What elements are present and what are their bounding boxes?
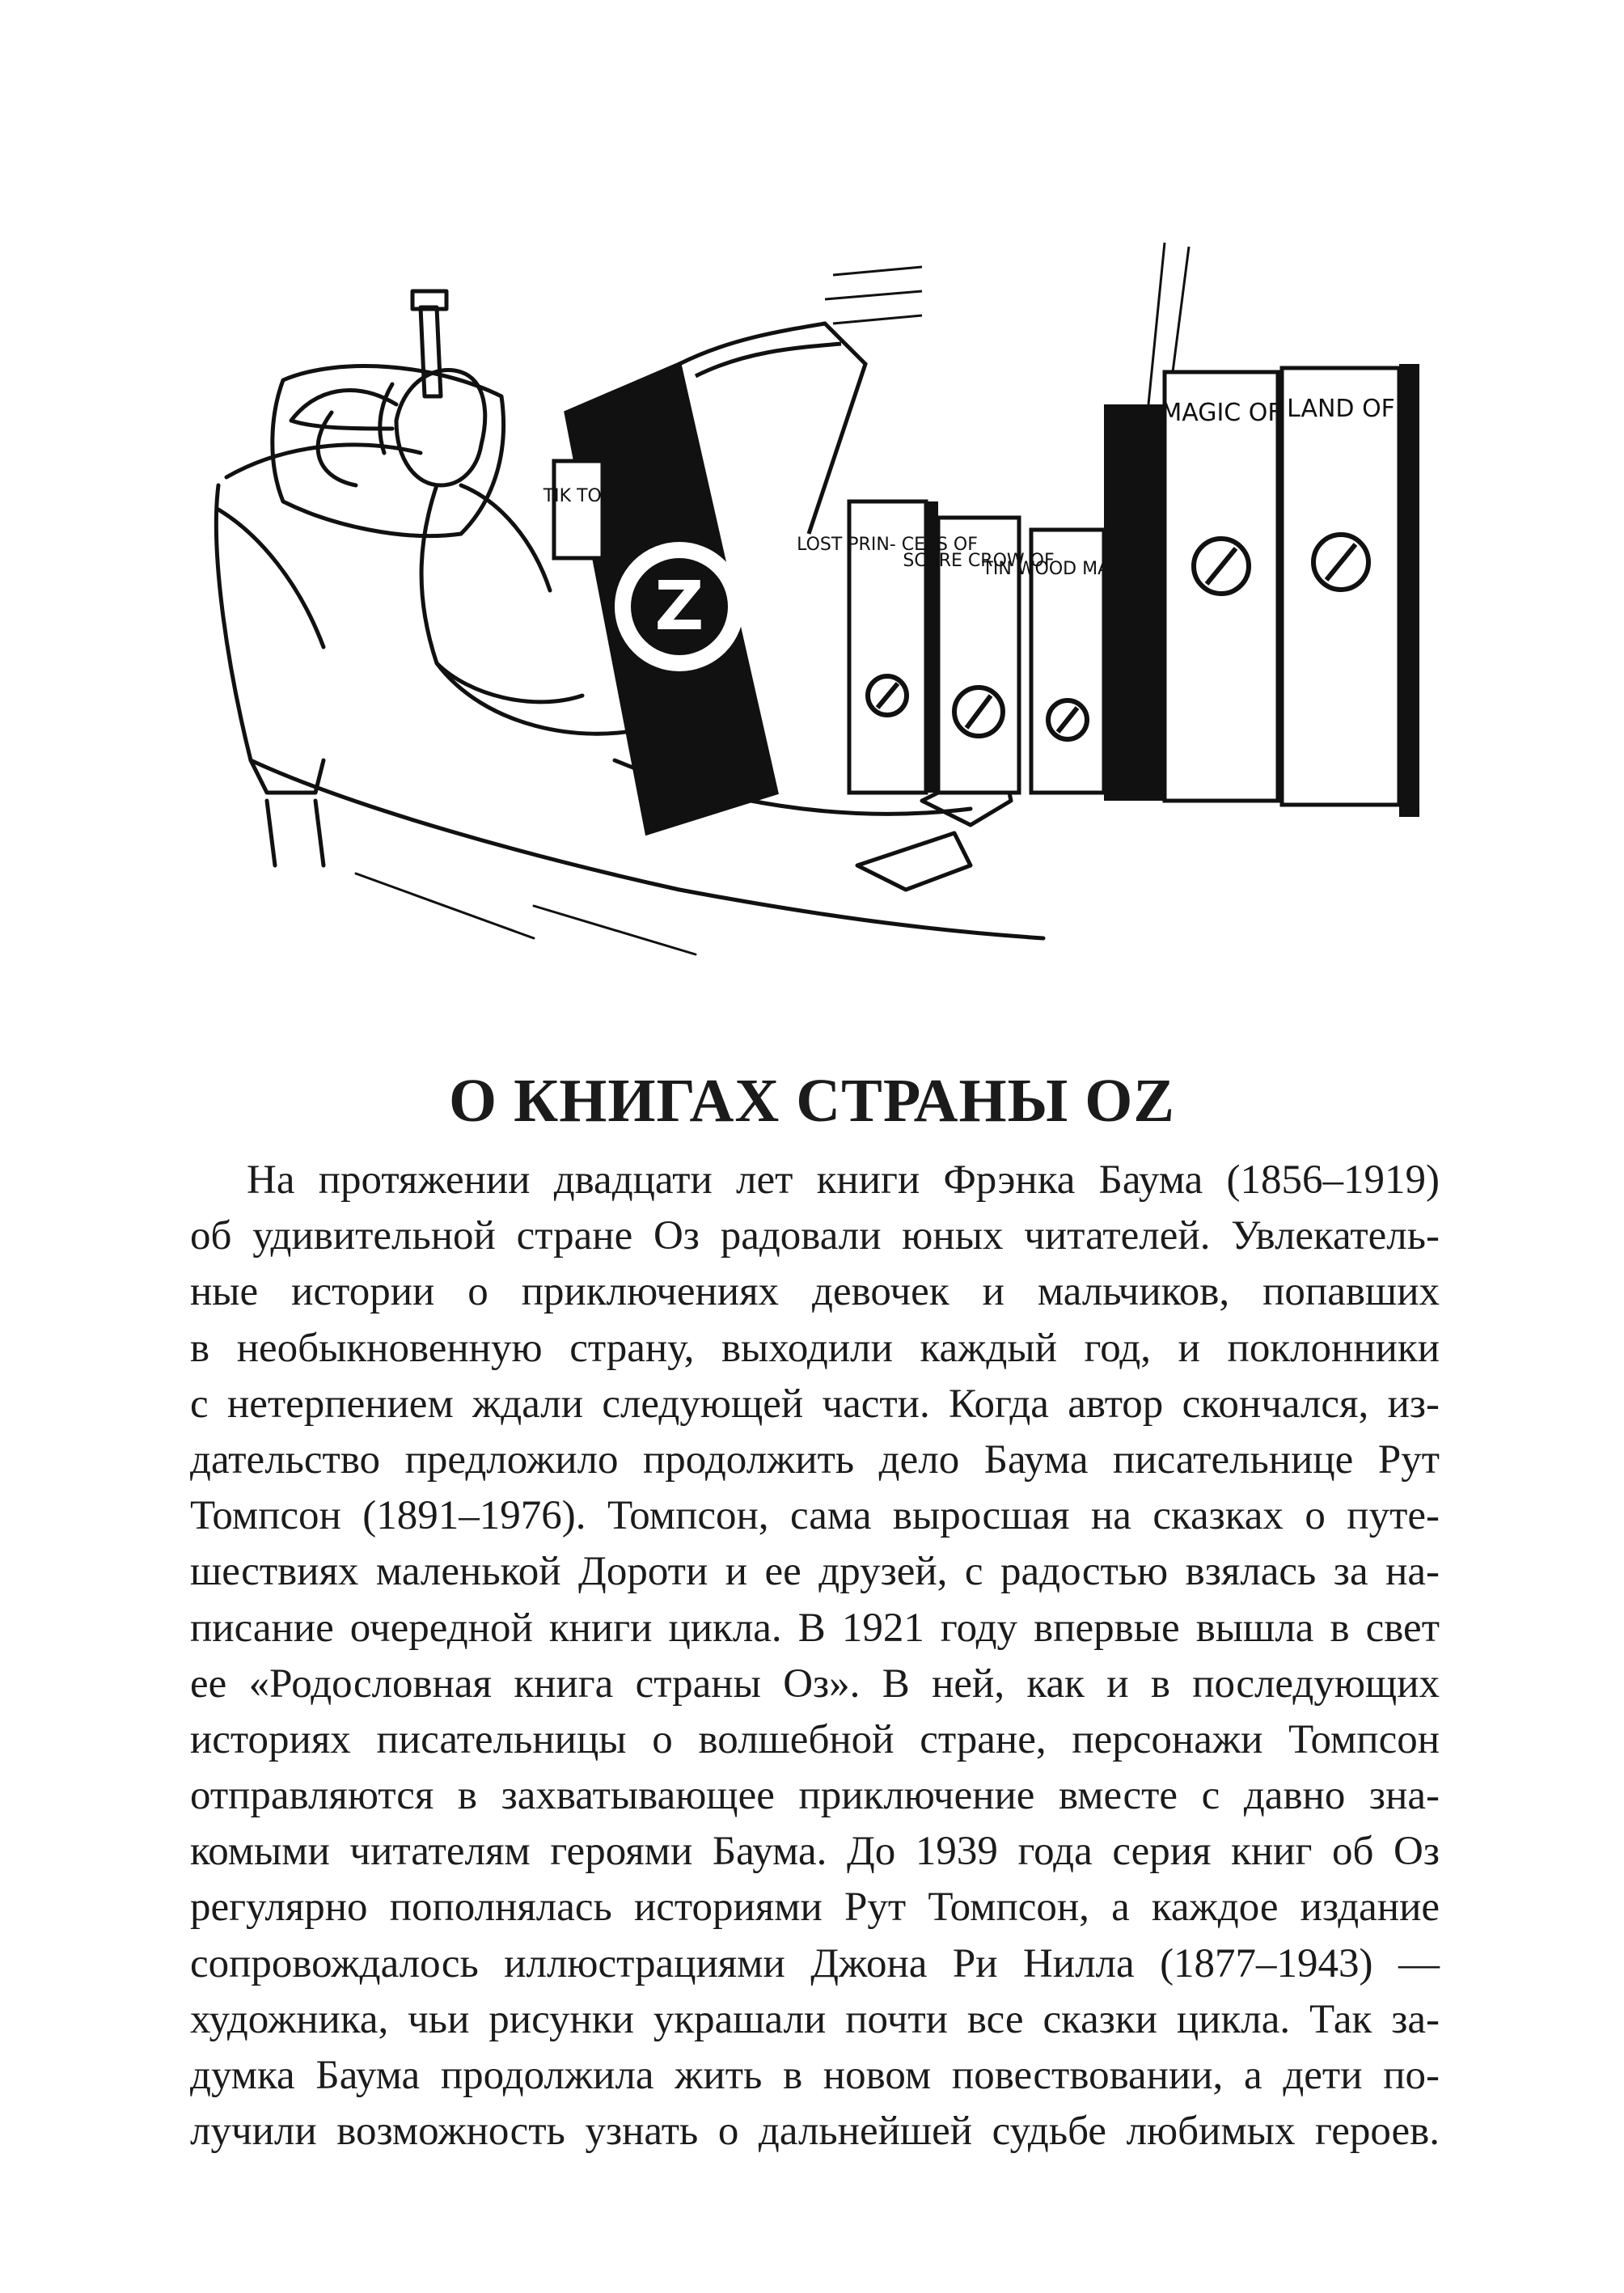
paragraph-line: лучили возможность узнать о дальнейшей судьбе любимых героев. [190, 2109, 1440, 2155]
spine-lost-princess: LOST PRIN- CESS OF [797, 535, 978, 555]
paragraph-line: отправляются в захватывающее приключение вместе с давно зна- [190, 1773, 1440, 1819]
paragraph-line: дательство предложило продолжить дело Баума писательнице Рут [190, 1436, 1440, 1483]
paragraph-line: шествиях маленькой Дороти и ее друзей, с радостью взялась за на- [190, 1549, 1440, 1595]
paragraph-line: в необыкновенную страну, выходили каждый год, и поклонники [190, 1325, 1440, 1371]
paragraph-line: писание очередной книги цикла. В 1921 году впервые вышла в свет [190, 1605, 1440, 1651]
page-title: О КНИГАХ СТРАНЫ OZ [448, 1067, 1175, 1135]
paragraph-line: сопровождалось иллюстрациями Джона Ри Нилла (1877–1943) — [190, 1940, 1440, 1986]
paragraph-line: ее «Родословная книга страны Оз». В ней, как и в последующих [190, 1661, 1440, 1707]
paragraph-line: историях писательницы о волшебной стране, персонажи Томпсон [190, 1716, 1440, 1762]
body-paragraph [190, 1153, 1440, 2160]
paragraph-line: Томпсон (1891–1976). Томпсон, сама выросшая на сказках о путе- [190, 1493, 1440, 1539]
spine-scarecrow: SCARE CROW OF [903, 551, 1055, 571]
spine-land: LAND OF [1287, 395, 1395, 423]
spine-tin-woodman: TIN WOOD MAN OF [982, 559, 1153, 579]
paragraph-line: регулярно пополнялась историями Рут Томпсон, а каждое издание [190, 1885, 1440, 1931]
paragraph-line: ные истории о приключениях девочек и мальчиков, попавших [190, 1269, 1440, 1315]
paragraph-line: комыми читателям героями Баума. До 1939 года серия книг об Оз [190, 1829, 1440, 1875]
spine-magic: MAGIC OF [1161, 399, 1282, 427]
spine-tik-tok: TIK TOK [543, 486, 614, 506]
paragraph-line: с нетерпением ждали следующей части. Когда автор скончался, из- [190, 1381, 1440, 1427]
paragraph-line: художника, чьи рисунки украшали почти все сказки цикла. Так за- [190, 1996, 1440, 2042]
paragraph-line: об удивительной стране Оз радовали юных читателей. Увлекатель- [190, 1213, 1440, 1259]
reading-girl-illustration [194, 243, 1423, 971]
paragraph-line: думка Баума продолжила жить в новом повествовании, а дети по- [190, 2053, 1440, 2098]
paragraph-line: На протяжении двадцати лет книги Фрэнка Баума (1856–1919) [247, 1157, 1440, 1203]
book-emblem-letter: Z [654, 566, 704, 645]
